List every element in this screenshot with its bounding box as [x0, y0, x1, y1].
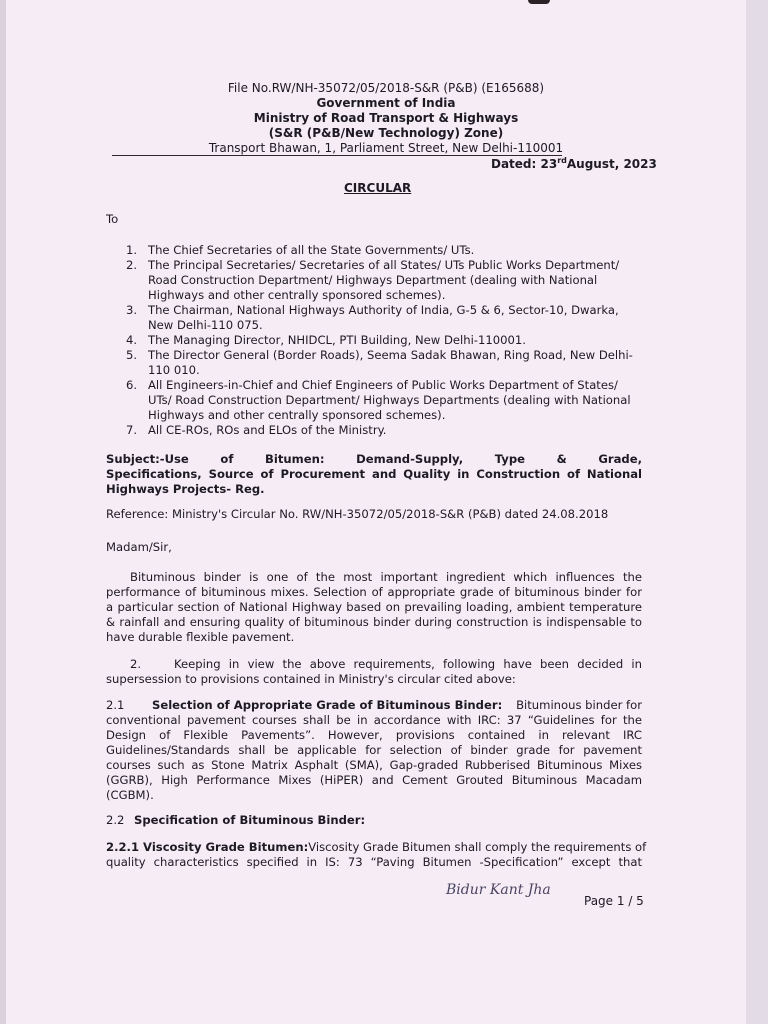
paragraph-line: conventional pavement courses shall be in accordance with IRC: 37 “Guidelines for the	[106, 713, 642, 727]
document-page	[6, 0, 746, 1024]
paragraph-line: Keeping in view the above requirements, following have been decided in	[174, 657, 642, 671]
list-item	[148, 378, 631, 423]
paragraph-line: & rainfall and ensuring quality of bituminous binder during construction is indispensable to	[106, 615, 642, 629]
list-item-line: UTs/ Road Construction Department/ Highways Departments (dealing with National	[148, 393, 631, 407]
list-item-line: Highways and other centrally sponsored schemes).	[148, 288, 446, 302]
page-edge	[746, 0, 768, 1024]
salutation: Madam/Sir,	[106, 540, 172, 554]
list-number: 3.	[126, 303, 138, 317]
paragraph-line: (GGRB), High Performance Mixes (HiPER) and Cement Grouted Bituminous Macadam	[106, 773, 642, 787]
circular-heading: CIRCULAR	[344, 181, 412, 195]
date-line	[491, 156, 657, 171]
subject-line-3: Highways Projects- Reg.	[106, 482, 265, 496]
date-suffix: rd	[557, 156, 567, 165]
list-item-line: New Delhi-110 075.	[148, 318, 263, 332]
paragraph-line: Guidelines/Standards shall be applicable for selection of binder grade for pavement	[106, 743, 642, 757]
paragraph-line: Bituminous binder is one of the most important ingredient which influences the	[130, 570, 642, 584]
reference-line: Reference: Ministry's Circular No. RW/NH-35072/05/2018-S&R (P&B) dated 24.08.2018	[106, 507, 609, 521]
section-2-2-1-heading: 2.2.1 Viscosity Grade Bitumen:	[106, 840, 309, 854]
list-item	[148, 423, 387, 438]
list-item	[148, 258, 619, 303]
date-rest: August, 2023	[566, 157, 657, 171]
list-item	[148, 303, 619, 333]
zone-title: (S&R (P&B/New Technology) Zone)	[268, 126, 504, 140]
para2-number: 2.	[130, 657, 142, 671]
list-item-line: The Director General (Border Roads), Seema Sadak Bhawan, Ring Road, New Delhi-	[148, 348, 633, 362]
section-2-1-first-line	[152, 698, 642, 713]
list-item-line: All Engineers-in-Chief and Chief Engineers of Public Works Department of States/	[148, 378, 618, 392]
paragraph-line: performance of bituminous mixes. Selection of appropriate grade of bituminous binder for	[106, 585, 642, 599]
paragraph-line: have durable flexible pavement.	[106, 630, 295, 644]
section-2-2-heading: Specification of Bituminous Binder:	[134, 813, 366, 827]
government-title: Government of India	[316, 96, 456, 110]
page-number: Page 1 / 5	[584, 894, 644, 908]
paragraph-line: supersession to provisions contained in Ministry's circular cited above:	[106, 672, 516, 686]
list-number: 4.	[126, 333, 138, 347]
to-label: To	[106, 212, 119, 226]
list-number: 1.	[126, 243, 138, 257]
list-item-line: The Chief Secretaries of all the State Governments/ UTs.	[148, 243, 475, 257]
address-line: Transport Bhawan, 1, Parliament Street, New Delhi-110001	[208, 141, 564, 155]
paragraph-line: quality characteristics specified in IS: 73 “Paving Bitumen -Specification” except that	[106, 855, 642, 869]
list-item	[148, 333, 526, 348]
subject-line-2: Specifications, Source of Procurement and Quality in Construction of National	[106, 467, 642, 481]
list-item-line: The Managing Director, NHIDCL, PTI Building, New Delhi-110001.	[148, 333, 526, 347]
paragraph-line: Bituminous binder for	[516, 698, 642, 712]
list-item	[148, 243, 474, 258]
section-2-1-heading: Selection of Appropriate Grade of Bituminous Binder:	[152, 698, 503, 712]
list-number: 6.	[126, 378, 138, 392]
list-item	[148, 348, 633, 378]
list-item-line: All CE-ROs, ROs and ELOs of the Ministry.	[148, 423, 387, 437]
ministry-title: Ministry of Road Transport & Highways	[253, 111, 519, 125]
paragraph-line: courses such as Stone Matrix Asphalt (SMA), Gap-graded Rubberised Bituminous Mixes	[106, 758, 642, 772]
paragraph-line: Design of Flexible Pavements”. However, provisions contained in relevant IRC	[106, 728, 642, 742]
paragraph-line: Viscosity Grade Bitumen shall comply the requirements of	[308, 840, 647, 854]
list-number: 7.	[126, 423, 138, 437]
section-2-2-1-first-line	[106, 840, 647, 855]
handwritten-signature: Bidur Kant Jha	[446, 882, 551, 898]
list-item-line: The Principal Secretaries/ Secretaries of all States/ UTs Public Works Department/	[148, 258, 620, 272]
list-item-line: Road Construction Department/ Highways Department (dealing with National	[148, 273, 598, 287]
date-label: Dated: 23	[491, 157, 558, 171]
list-item-line: The Chairman, National Highways Authority of India, G-5 & 6, Sector-10, Dwarka,	[148, 303, 619, 317]
list-number: 2.	[126, 258, 138, 272]
scan-mark	[528, 0, 550, 4]
section-number: 2.1	[106, 698, 125, 712]
list-item-line: 110 010.	[148, 363, 200, 377]
paragraph-line: a particular section of National Highway based on prevailing loading, ambient temperature	[106, 600, 642, 614]
list-item-line: Highways and other centrally sponsored schemes).	[148, 408, 446, 422]
list-number: 5.	[126, 348, 138, 362]
paragraph-line: (CGBM).	[106, 788, 154, 802]
section-number: 2.2	[106, 813, 125, 827]
subject-line-1: Subject:-Use of Bitumen: Demand-Supply, Type & Grade,	[106, 452, 642, 466]
file-number: File No.RW/NH-35072/05/2018-S&R (P&B) (E165688)	[227, 81, 545, 95]
